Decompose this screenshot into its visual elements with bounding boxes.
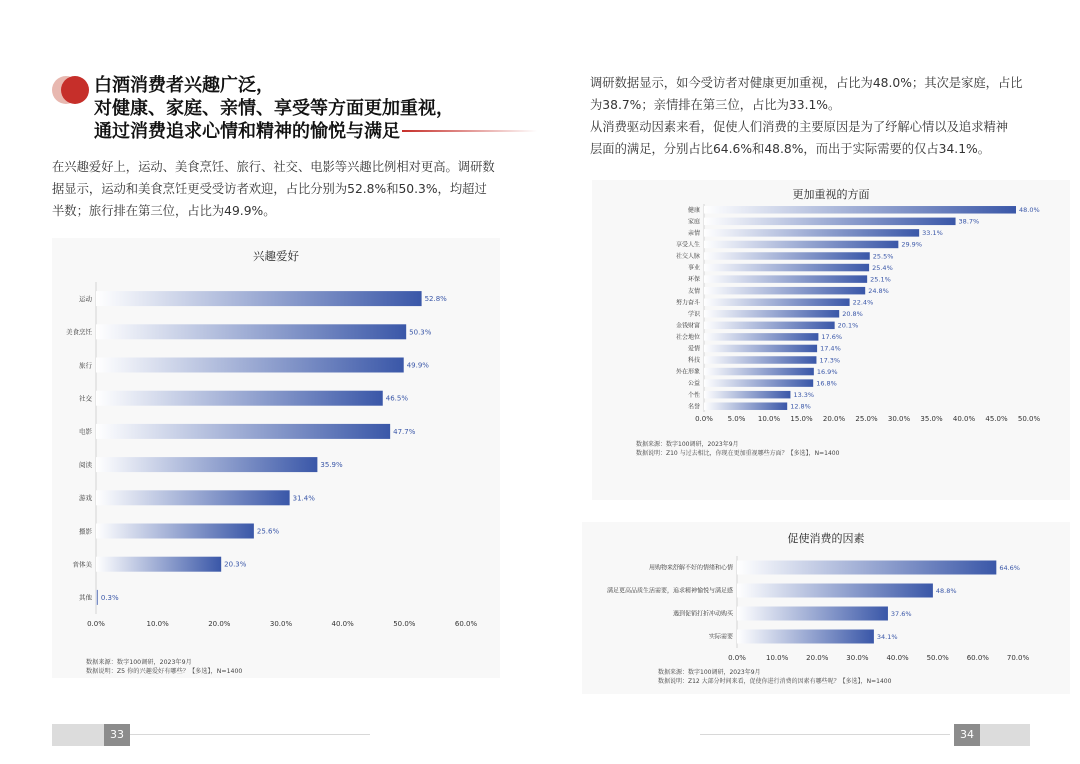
bar xyxy=(96,457,317,472)
value-label: 50.3% xyxy=(409,328,432,337)
value-label: 29.9% xyxy=(901,240,923,249)
value-label: 20.8% xyxy=(842,310,863,319)
footer-line xyxy=(130,734,370,735)
x-tick-label: 40.0% xyxy=(331,620,354,628)
value-label: 38.7% xyxy=(958,217,980,226)
category-label: 阅读 xyxy=(79,460,92,469)
category-label: 环保 xyxy=(687,276,700,284)
bar xyxy=(704,345,817,353)
category-label: 社交人脉 xyxy=(675,253,700,261)
x-tick-label: 20.0% xyxy=(822,415,846,423)
x-tick-label: 35.0% xyxy=(920,415,943,423)
value-label: 17.6% xyxy=(821,333,843,342)
category-label: 社会地位 xyxy=(675,333,700,341)
x-tick-label: 0.0% xyxy=(87,620,105,628)
value-label: 25.4% xyxy=(872,263,893,272)
title-line-3: 通过消费追求心情和精神的愉悦与满足 xyxy=(94,121,400,142)
chart-title: 兴趣爱好 xyxy=(253,249,299,263)
paragraph-line: 从消费驱动因素来看，促使人们消费的主要原因是为了纾解心情以及追求精神 xyxy=(590,120,1009,134)
category-label: 音体美 xyxy=(72,560,92,569)
category-label: 学识 xyxy=(687,310,700,318)
bar xyxy=(704,206,1016,214)
category-label: 遇到促销打折冲动购买 xyxy=(672,610,733,618)
bar xyxy=(704,264,869,272)
value-label: 12.8% xyxy=(790,402,811,411)
value-label: 25.5% xyxy=(872,252,894,261)
value-label: 48.8% xyxy=(935,586,957,595)
category-label: 摄影 xyxy=(79,527,92,536)
chart-title: 更加重视的方面 xyxy=(792,188,870,201)
value-label: 47.7% xyxy=(393,427,416,436)
value-label: 34.1% xyxy=(876,632,898,641)
category-label: 爱情 xyxy=(687,345,700,353)
importance-chart-panel xyxy=(592,180,1070,500)
bar xyxy=(704,333,818,341)
category-label: 公益 xyxy=(687,380,700,388)
value-label: 20.3% xyxy=(224,560,247,569)
value-label: 22.4% xyxy=(852,298,874,307)
title-circles-decoration xyxy=(52,76,92,104)
category-label: 实际需要 xyxy=(708,633,733,641)
category-label: 运动 xyxy=(79,294,92,303)
bar xyxy=(704,298,850,306)
category-label: 努力奋斗 xyxy=(675,299,700,307)
bar xyxy=(96,490,290,505)
bar xyxy=(96,291,422,306)
value-label: 52.8% xyxy=(424,295,447,304)
bar xyxy=(96,557,221,572)
value-label: 16.9% xyxy=(816,367,838,376)
value-label: 46.5% xyxy=(385,394,408,403)
interest-chart-panel xyxy=(52,238,500,678)
value-label: 17.3% xyxy=(819,356,841,365)
value-label: 49.9% xyxy=(406,361,429,370)
x-tick-label: 30.0% xyxy=(269,620,293,628)
bar xyxy=(704,310,839,318)
title-line-1: 白酒消费者兴趣广泛， xyxy=(94,75,274,96)
interest-chart xyxy=(52,238,500,678)
value-label: 25.1% xyxy=(870,275,891,284)
x-tick-label: 50.0% xyxy=(926,654,949,662)
value-label: 0.3% xyxy=(100,593,119,602)
bar xyxy=(704,252,870,260)
left-paragraph xyxy=(52,156,502,222)
x-tick-label: 40.0% xyxy=(886,654,909,662)
x-tick-label: 30.0% xyxy=(846,654,869,662)
right-paragraph-1 xyxy=(590,72,1060,116)
paragraph-line: 为38.7%；亲情排在第三位，占比为33.1%。 xyxy=(590,98,841,112)
bar xyxy=(737,584,933,598)
chart-title: 促使消费的因素 xyxy=(787,532,865,545)
value-label: 64.6% xyxy=(999,563,1020,572)
paragraph-line: 在兴趣爱好上，运动、美食烹饪、旅行、社交、电影等兴趣比例相对更高。调研数 xyxy=(52,160,495,174)
bar xyxy=(96,358,404,373)
footer-bar xyxy=(980,724,1030,746)
bar xyxy=(737,607,888,621)
title-underline xyxy=(402,130,537,132)
chart-note: 数据来源：数字100调研，2023年9月 xyxy=(86,659,192,666)
x-tick-label: 45.0% xyxy=(985,415,1008,423)
bar xyxy=(737,561,996,575)
bar xyxy=(704,229,919,237)
category-label: 用购物来舒解不好的情绪和心情 xyxy=(648,564,733,572)
paragraph-line: 半数；旅行排在第三位，占比为49.9%。 xyxy=(52,204,276,218)
category-label: 亲情 xyxy=(687,229,700,237)
x-tick-label: 20.0% xyxy=(208,620,231,628)
x-tick-label: 50.0% xyxy=(393,620,416,628)
value-label: 48.0% xyxy=(1019,206,1040,215)
chart-note: 数据来源：数字100调研，2023年9月 xyxy=(636,441,739,448)
category-label: 金钱财富 xyxy=(675,322,700,330)
paragraph-line: 据显示，运动和美食烹饪更受受访者欢迎，占比分别为52.8%和50.3%，均超过 xyxy=(52,182,487,196)
chart-note: 数据说明：Z10 与过去相比，你现在更加重视哪些方面？【多选】，N=1400 xyxy=(636,450,840,457)
bar xyxy=(704,356,816,364)
category-label: 个性 xyxy=(687,391,700,399)
importance-chart xyxy=(592,180,1070,500)
page-number: 33 xyxy=(104,724,130,746)
footer-line xyxy=(700,734,950,735)
paragraph-line: 调研数据显示，如今受访者对健康更加重视，占比为48.0%；其次是家庭，占比 xyxy=(590,76,1023,90)
bar xyxy=(704,322,835,330)
category-label: 事业 xyxy=(687,264,700,272)
category-label: 电影 xyxy=(79,427,92,436)
category-label: 享受人生 xyxy=(675,241,700,249)
x-tick-label: 10.0% xyxy=(146,620,169,628)
page-number: 34 xyxy=(954,724,980,746)
category-label: 友情 xyxy=(687,287,700,295)
right-page xyxy=(540,0,1080,764)
category-label: 健康 xyxy=(687,206,700,214)
bar xyxy=(704,275,867,283)
value-label: 16.8% xyxy=(816,379,837,388)
title-line-2: 对健康、家庭、亲情、享受等方面更加重视， xyxy=(94,98,454,119)
x-tick-label: 40.0% xyxy=(952,415,976,423)
category-label: 其他 xyxy=(79,593,92,602)
category-label: 外在形象 xyxy=(675,368,700,376)
chart-note: 数据来源：数字100调研，2023年9月 xyxy=(658,669,761,676)
category-label: 社交 xyxy=(79,394,92,403)
x-tick-label: 50.0% xyxy=(1017,415,1041,423)
bar xyxy=(96,424,390,439)
right-paragraph-2 xyxy=(590,116,1060,160)
value-label: 31.4% xyxy=(292,494,315,503)
value-label: 35.9% xyxy=(320,461,343,470)
drivers-chart-panel xyxy=(582,522,1070,694)
bar xyxy=(96,524,254,539)
x-tick-label: 60.0% xyxy=(454,620,478,628)
x-tick-label: 0.0% xyxy=(695,415,713,423)
value-label: 37.6% xyxy=(890,609,912,618)
chart-note: 数据说明：Z12 大部分时间来看，促使你进行消费的因素有哪些呢？【多选】，N=1400 xyxy=(658,678,892,685)
x-tick-label: 10.0% xyxy=(757,415,781,423)
value-label: 13.3% xyxy=(793,390,815,399)
bar xyxy=(737,630,874,644)
drivers-chart xyxy=(582,522,1070,694)
value-label: 20.1% xyxy=(837,321,859,330)
bar xyxy=(704,368,814,376)
category-label: 家庭 xyxy=(687,218,700,226)
category-label: 科技 xyxy=(687,357,700,365)
bar xyxy=(704,287,865,295)
category-label: 游戏 xyxy=(79,494,92,503)
value-label: 25.6% xyxy=(256,527,280,536)
x-tick-label: 0.0% xyxy=(728,654,746,662)
bar xyxy=(704,391,790,399)
x-tick-label: 70.0% xyxy=(1006,654,1030,662)
x-tick-label: 60.0% xyxy=(966,654,989,662)
bar xyxy=(704,402,787,410)
x-tick-label: 10.0% xyxy=(766,654,789,662)
category-label: 名誉 xyxy=(687,403,700,411)
x-tick-label: 20.0% xyxy=(806,654,829,662)
value-label: 24.8% xyxy=(868,286,889,295)
value-label: 33.1% xyxy=(922,229,943,238)
paragraph-line: 层面的满足，分别占比64.6%和48.8%，而出于实际需要的仅占34.1%。 xyxy=(590,142,991,156)
x-tick-label: 30.0% xyxy=(887,415,911,423)
bar xyxy=(96,324,406,339)
category-label: 满足更高品质生活需要，追求精神愉悦与满足感 xyxy=(606,587,733,595)
bar xyxy=(704,218,956,226)
bar xyxy=(704,379,813,387)
value-label: 17.4% xyxy=(820,344,841,353)
chart-note: 数据说明：Z5 你的兴趣爱好有哪些？【多选】，N=1400 xyxy=(86,668,243,675)
category-label: 美食烹饪 xyxy=(66,328,92,337)
category-label: 旅行 xyxy=(79,361,92,370)
x-tick-label: 5.0% xyxy=(727,415,746,423)
bar xyxy=(96,590,98,605)
bar xyxy=(96,391,383,406)
x-tick-label: 25.0% xyxy=(855,415,878,423)
bar xyxy=(704,241,898,249)
x-tick-label: 15.0% xyxy=(790,415,813,423)
